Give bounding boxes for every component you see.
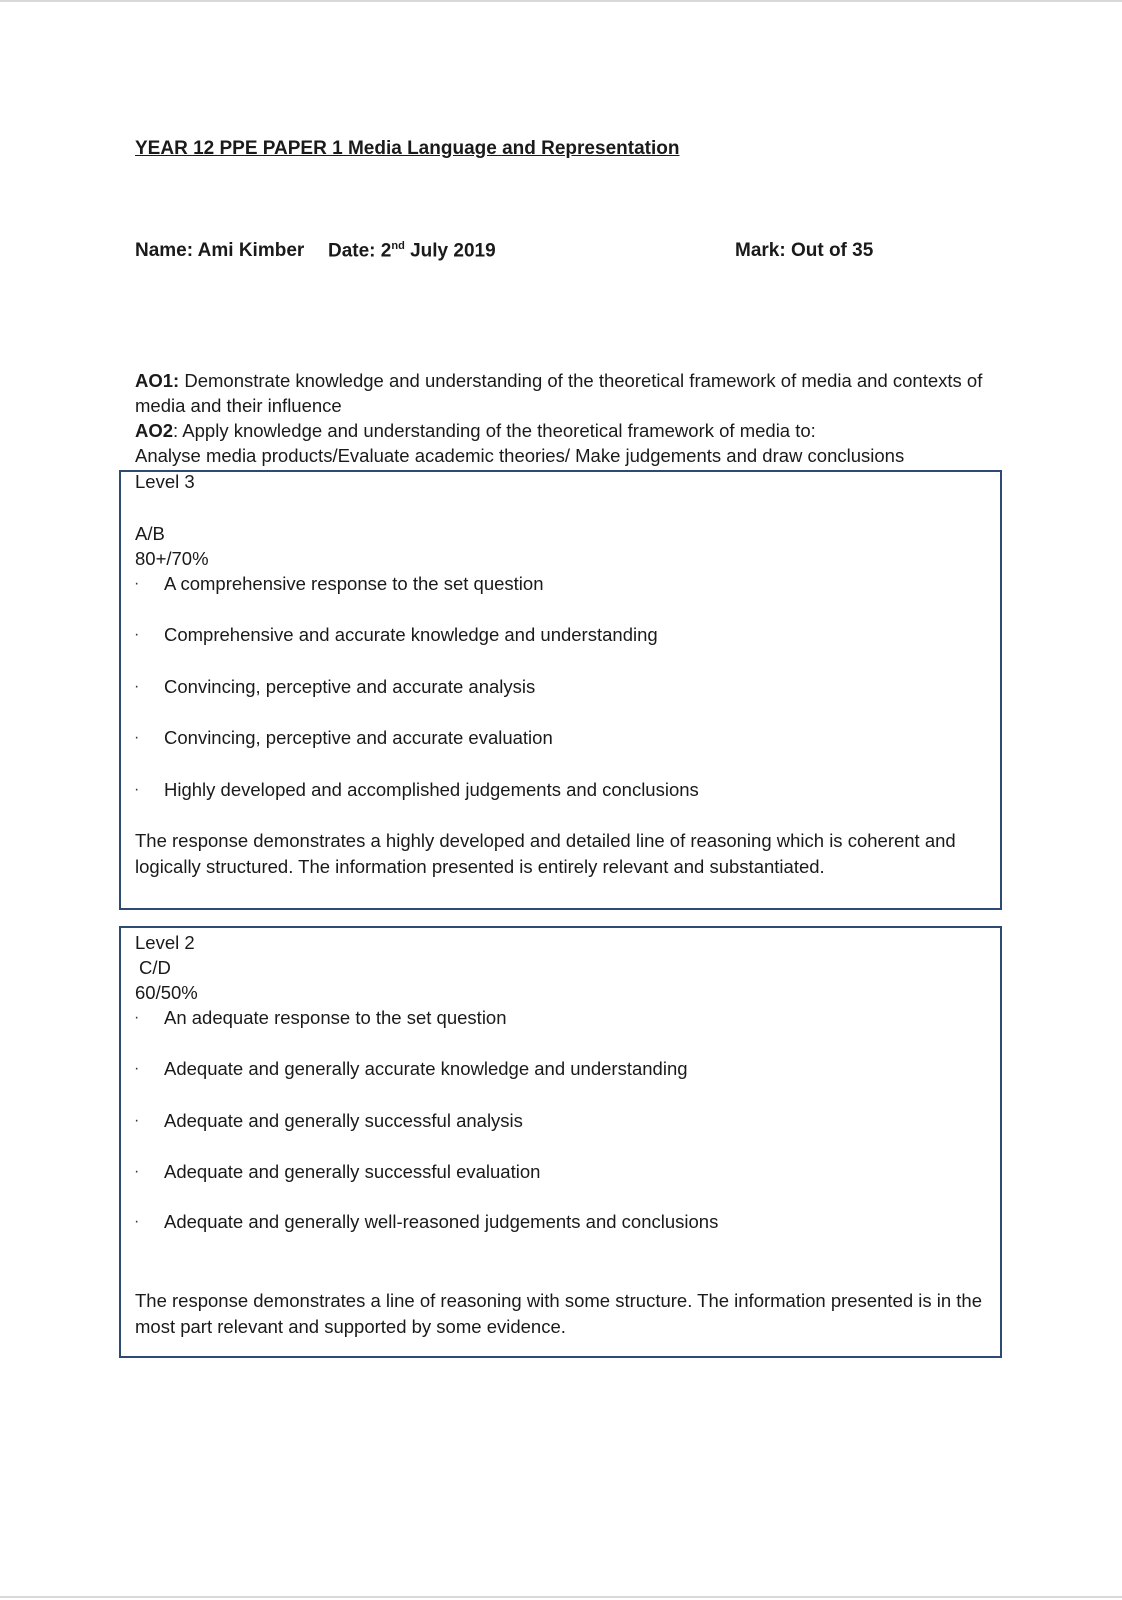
date-prefix: Date: 2 <box>328 240 392 262</box>
date-suffix: July 2019 <box>404 240 496 262</box>
bullet-dot: · <box>134 575 140 592</box>
level-3-bullet: Comprehensive and accurate knowledge and understanding <box>164 624 658 645</box>
ao1-text: Demonstrate knowledge and understanding of the theoretical framework of media and contexts of media and their influence <box>135 370 983 416</box>
ao1-label: AO1: <box>135 370 180 391</box>
level-3-summary: The response demonstrates a highly developed and detailed line of reasoning which is coherent and logically structured. The information presented is entirely relevant and substantiated. <box>135 830 956 877</box>
bullet-dot: · <box>134 626 140 643</box>
level-3-heading: Level 3 <box>135 471 195 492</box>
mark-total: Mark: Out of 35 <box>735 240 874 261</box>
assessment-objectives <box>135 368 1015 468</box>
ao2-paragraph <box>135 418 1015 443</box>
level-3-bullet: A comprehensive response to the set question <box>164 573 544 594</box>
level-2-bullet: Adequate and generally successful evaluation <box>164 1161 541 1182</box>
page-bottom-edge <box>0 1596 1122 1598</box>
level-2-bullet: Adequate and generally accurate knowledge and understanding <box>164 1058 688 1079</box>
level-2-grade: C/D <box>139 957 171 978</box>
bullet-dot: · <box>134 1060 140 1077</box>
level-3-bullet: Convincing, perceptive and accurate analysis <box>164 676 536 697</box>
ao2-detail: Analyse media products/Evaluate academic theories/ Make judgements and draw conclusions <box>135 445 905 466</box>
level-3-bullet: Highly developed and accomplished judgements and conclusions <box>164 779 699 800</box>
exam-date <box>328 240 496 262</box>
level-3-percent: 80+/70% <box>135 548 209 569</box>
bullet-dot: · <box>134 1163 140 1180</box>
page-top-edge <box>0 0 1122 2</box>
date-ordinal: nd <box>391 240 405 252</box>
level-2-percent: 60/50% <box>135 982 198 1003</box>
level-3-grade: A/B <box>135 523 165 544</box>
bullet-dot: · <box>134 678 140 695</box>
level-2-heading: Level 2 <box>135 932 195 953</box>
level-2-summary: The response demonstrates a line of reasoning with some structure. The information presented is in the most part relevant and supported by some evidence. <box>135 1290 982 1337</box>
ao2-text: : Apply knowledge and understanding of the theoretical framework of media to: <box>173 420 816 441</box>
ao2-label: AO2 <box>135 420 174 441</box>
level-2-bullet: Adequate and generally successful analysis <box>164 1110 523 1131</box>
level-3-bullet: Convincing, perceptive and accurate evaluation <box>164 727 553 748</box>
bullet-dot: · <box>134 781 140 798</box>
bullet-dot: · <box>134 1009 140 1026</box>
ao1-paragraph <box>135 368 1015 418</box>
student-name: Name: Ami Kimber <box>135 240 305 261</box>
bullet-dot: · <box>134 729 140 746</box>
document-title: YEAR 12 PPE PAPER 1 Media Language and Representation <box>135 138 680 159</box>
bullet-dot: · <box>134 1112 140 1129</box>
level-2-bullet: Adequate and generally well-reasoned judgements and conclusions <box>164 1211 719 1232</box>
level-2-bullet: An adequate response to the set question <box>164 1007 507 1028</box>
bullet-dot: · <box>134 1213 140 1230</box>
